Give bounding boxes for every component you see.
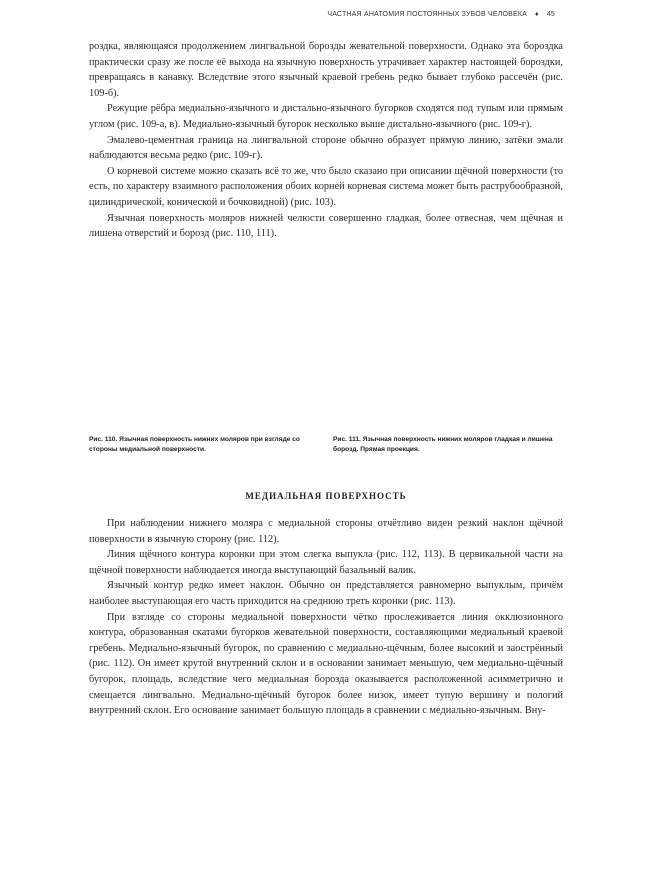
body-text-bottom	[89, 516, 563, 719]
page-number: 45	[546, 11, 555, 18]
figure-111-caption: Рис. 111. Язычная поверхность нижних моляров гладкая и лишена борозд. Прямая проекция.	[333, 436, 553, 453]
figure-110-area	[89, 255, 321, 427]
running-title: ЧАСТНАЯ АНАТОМИЯ ПОСТОЯННЫХ ЗУБОВ ЧЕЛОВЕКА	[327, 11, 528, 18]
paragraph: Эмалево-цементная граница на лингвальной стороне обычно образует прямую линию, затёки эмали наблюдаются весьма редко (рис. 109-г).	[89, 134, 563, 162]
paragraph: Язычная поверхность моляров нижней челюсти совершенно гладкая, более отвесная, чем щёчная и лишена отверстий и борозд (рис. 110, 111).	[89, 212, 563, 240]
header-bullet: ♦	[535, 11, 539, 18]
paragraph: При взгляде со стороны медиальной поверхности чётко прослеживается линия окклюзионного контура, образованная скатами бугорков жевательной поверхности, составляющими медиальный краевой гребень. Медиально-язычный бугорок, по сравнению с медиально-щёчным, более высокий и заострённый (рис. 112). Он имеет крутой внутренний склон и в основании занимает меньшую, чем медиально-щёчный бугорок, площадь, вследствие чего медиальная борозда оказывается расположенной асимметрично и смещается лингвально. Медиально-щёчный бугорок более низок, имеет тупую вершину и пологий внутренний склон. Его основание занимает большую площадь в сравнении с медиально-язычным. Вну-	[89, 611, 563, 717]
body-text-top	[89, 39, 563, 242]
paragraph: О корневой системе можно сказать всё то же, что было сказано при описании щёчной поверхности (то есть, по характеру взаимного расположения обоих корней корневая система может быть раструбообразной, цилиндрической, конической и бочковидной) (рис. 103).	[89, 165, 563, 208]
figure-110-caption: Рис. 110. Язычная поверхность нижних моляров при взгляде со стороны медиальной поверхности.	[89, 436, 300, 453]
running-header	[327, 11, 555, 18]
figure-111-area	[333, 255, 565, 427]
paragraph: Режущие рёбра медиально-язычного и дистально-язычного бугорков сходятся под тупым или прямым углом (рис. 109-а, в). Медиально-язычный бугорок несколько выше дистально-язычного (рис. 109-г).	[89, 103, 563, 130]
paragraph: роздка, являющаяся продолжением лингвальной борозды жевательной поверхности. Однако эта бороздка практически сразу же после её выхода на язычную поверхность утрачивает характер настоящей бороздки, превращаясь в канавку. Вследствие этого язычный краевой гребень редко бывает глубоко рассечён (рис. 109-б).	[89, 41, 563, 99]
paragraph: Язычный контур редко имеет наклон. Обычно он представляется равномерно выпуклым, причём наиболее выступающая его часть приходится на среднюю треть коронки (рис. 113).	[89, 580, 563, 607]
paragraph: При наблюдении нижнего моляра с медиальной стороны отчётливо виден резкий наклон щёчной поверхности в язычную сторону (рис. 112).	[89, 518, 563, 545]
section-title: МЕДИАЛЬНАЯ ПОВЕРХНОСТЬ	[245, 491, 407, 501]
paragraph: Линия щёчного контура коронки при этом слегка выпукла (рис. 112, 113). В цервикальной части на щёчной поверхности наблюдается иногда выступающий базальный валик.	[89, 549, 563, 576]
